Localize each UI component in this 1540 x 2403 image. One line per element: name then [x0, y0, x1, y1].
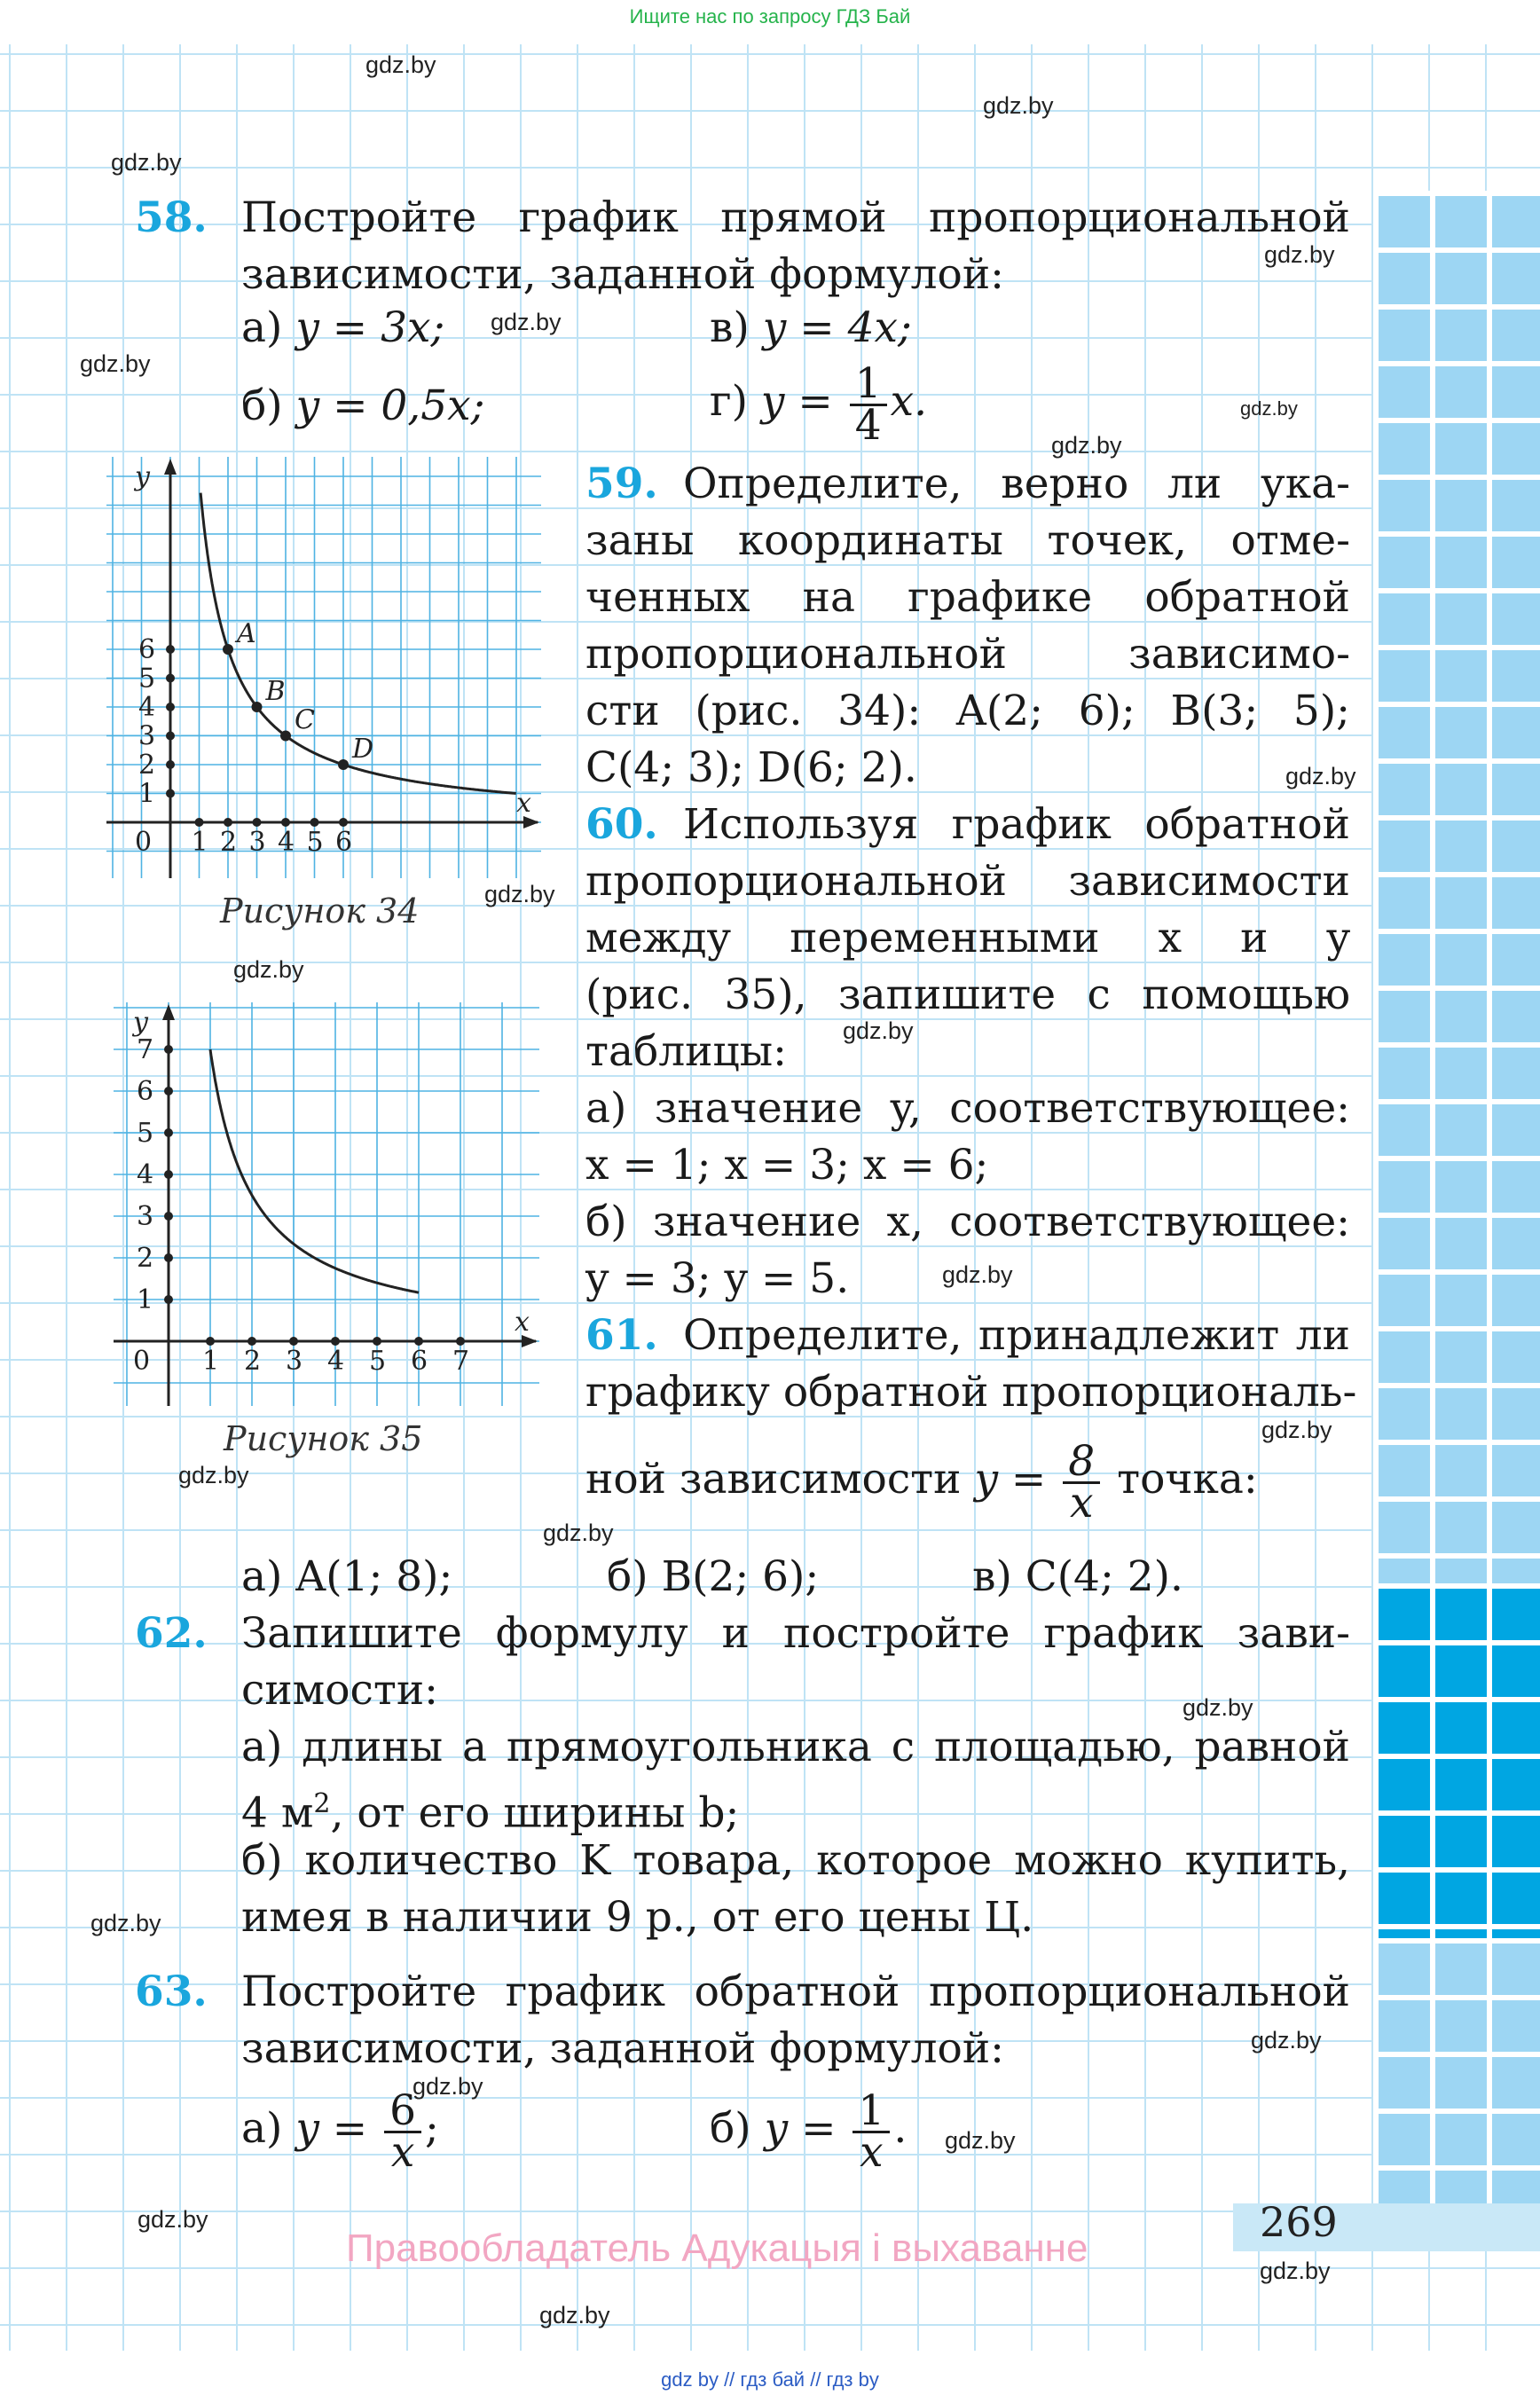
ex58-option-a: а) y = 3x;: [241, 303, 445, 352]
watermark: gdz.by: [491, 309, 562, 335]
y-axis-label: y: [135, 461, 150, 492]
point-label-b: B: [265, 676, 286, 707]
watermark: gdz.by: [80, 350, 151, 377]
watermark: gdz.by: [1182, 1694, 1253, 1721]
ex63-option-a: а) y = $\frac{6}{x}$ ;: [241, 2085, 439, 2177]
ex61-option-v: в) C(4; 2).: [972, 1552, 1183, 1601]
x-tick-label: 6: [335, 827, 353, 858]
ex61-option-a: а) A(1; 8);: [241, 1552, 453, 1601]
y-tick-dot: [164, 1087, 173, 1095]
ex61-option-b: б) B(2; 6);: [607, 1552, 820, 1601]
x-tick-dot: [248, 1337, 256, 1346]
y-axis-arrow: [162, 1004, 175, 1020]
ex60-line4: (рис. 35), запишите с помощью: [585, 970, 1350, 1019]
x-tick-label: 1: [202, 1346, 220, 1377]
y-axis-arrow: [164, 459, 177, 475]
y-tick-label: 7: [137, 1034, 154, 1065]
watermark: gdz.by: [365, 51, 436, 78]
watermark: gdz.by: [1051, 432, 1122, 459]
y-tick-dot: [166, 789, 175, 798]
ex59-line3: ченных на графике обратной: [585, 573, 1350, 622]
y-tick-dot: [164, 1170, 173, 1179]
point-d: [338, 759, 349, 770]
ex60-line3: между переменными x и y: [585, 914, 1350, 962]
x-tick-label: 5: [369, 1346, 387, 1377]
watermark: gdz.by: [90, 1910, 161, 1936]
watermark: gdz.by: [843, 1017, 914, 1044]
figure-34-caption: Рисунок 34: [220, 891, 420, 931]
origin-label: 0: [133, 1346, 151, 1377]
ex62-line5: б) количество K товара, которое можно купить,: [241, 1836, 1350, 1885]
ex61-line1: Определите, принадлежит ли: [683, 1311, 1350, 1360]
ex63-option-b: б) y = $\frac{1}{x}$ .: [710, 2085, 908, 2177]
copyright-footer: Правообладатель Адукацыя і выхаванне: [346, 2226, 1088, 2270]
x-tick-label: 3: [248, 827, 266, 858]
y-tick-dot: [164, 1212, 173, 1221]
y-axis-label: y: [133, 1007, 148, 1038]
point-label-d: D: [352, 734, 374, 765]
x-tick-dot: [289, 1337, 298, 1346]
ex60-line6: а) значение y, соответствующее:: [585, 1084, 1350, 1133]
x-tick-label: 5: [306, 827, 324, 858]
ex58-number: 58.: [135, 193, 208, 242]
y-tick-dot: [166, 703, 175, 711]
search-hint: Ищите нас по запросу ГДЗ Бай: [629, 5, 911, 27]
watermark: gdz.by: [1240, 397, 1298, 420]
x-tick-label: 7: [452, 1346, 470, 1377]
y-tick-dot: [166, 674, 175, 683]
x-tick-label: 4: [278, 827, 295, 858]
origin-label: 0: [135, 827, 153, 858]
decorative-stripe-light-bottom: [1373, 1938, 1540, 2204]
y-tick-label: 1: [137, 1284, 154, 1315]
watermark: gdz.by: [1285, 763, 1356, 789]
watermark: gdz.by: [945, 2127, 1016, 2154]
y-tick-dot: [164, 1295, 173, 1304]
watermark: gdz.by: [111, 149, 182, 176]
ex62-line4: 4 $м^2$, от его ширины b;: [241, 1788, 740, 1838]
ex63-line2: зависимости, заданной формулой:: [241, 2024, 1004, 2073]
x-tick-dot: [195, 818, 204, 827]
watermark: gdz.by: [983, 92, 1054, 119]
point-b: [252, 702, 263, 712]
ex59-line5: сти (рис. 34): A(2; 6); B(3; 5);: [585, 687, 1350, 735]
point-c: [280, 731, 291, 742]
ex60-line2: пропорциональной зависимости: [585, 857, 1350, 906]
bottom-links: gdz by // гдз бай // гдз by: [661, 2368, 879, 2391]
ex63-number: 63.: [135, 1967, 208, 2016]
watermark: gdz.by: [233, 956, 304, 983]
ex61-line2: графику обратной пропорциональ-: [585, 1368, 1357, 1417]
ex62-line2: симости:: [241, 1666, 438, 1715]
x-tick-label: 4: [327, 1346, 345, 1377]
y-tick-dot: [164, 1253, 173, 1262]
ex62-line3: а) длины a прямоугольника с площадью, равной: [241, 1723, 1350, 1771]
point-label-c: C: [295, 704, 315, 736]
x-tick-dot: [331, 1337, 340, 1346]
x-tick-dot: [456, 1337, 465, 1346]
y-tick-dot: [166, 760, 175, 769]
y-tick-label: 1: [138, 778, 156, 810]
ex60-line1: Используя график обратной: [683, 800, 1350, 849]
ex59-line1: Определите, верно ли ука-: [683, 459, 1350, 508]
x-tick-dot: [373, 1337, 381, 1346]
ex61-line3: ной зависимости y = $\frac{8}{x}$ точка:: [585, 1436, 1258, 1527]
y-tick-dot: [166, 732, 175, 741]
ex60-line9: y = 3; y = 5.: [585, 1254, 850, 1303]
ex60-line8: б) значение x, соответствующее:: [585, 1198, 1350, 1246]
ex58-option-b: б) y = 0,5x;: [241, 381, 485, 430]
y-tick-label: 6: [138, 634, 156, 665]
watermark: gdz.by: [1264, 241, 1335, 268]
x-tick-dot: [414, 1337, 423, 1346]
y-tick-label: 5: [137, 1118, 154, 1149]
watermark: gdz.by: [539, 2302, 610, 2328]
watermark: gdz.by: [1261, 1417, 1332, 1443]
ex58-option-g: г) y = $\frac{1}{4}$ x.: [710, 358, 928, 450]
y-tick-label: 4: [137, 1159, 154, 1190]
x-tick-dot: [206, 1337, 215, 1346]
top-banner: [0, 0, 1540, 44]
decorative-stripe-dark: [1373, 1583, 1540, 1938]
point-a: [223, 644, 233, 655]
ex61-number: 61.: [585, 1311, 658, 1360]
watermark: gdz.by: [178, 1462, 249, 1488]
watermark: gdz.by: [138, 2206, 208, 2233]
watermark: gdz.by: [484, 881, 555, 907]
figure-35-caption: Рисунок 35: [224, 1419, 423, 1458]
ex62-line1: Запишите формулу и постройте график зави-: [241, 1609, 1350, 1658]
ex59-line4: пропорциональной зависимо-: [585, 630, 1350, 679]
x-tick-dot: [339, 818, 348, 827]
y-tick-dot: [164, 1128, 173, 1137]
y-tick-label: 4: [138, 692, 156, 723]
watermark: gdz.by: [1260, 2258, 1331, 2284]
x-tick-label: 3: [286, 1346, 303, 1377]
x-tick-dot: [224, 818, 232, 827]
ex62-number: 62.: [135, 1609, 208, 1658]
ex60-number: 60.: [585, 800, 658, 849]
x-axis-label: x: [515, 1307, 530, 1338]
decorative-stripe-light: [1373, 191, 1540, 1583]
y-tick-dot: [166, 645, 175, 654]
y-tick-label: 5: [138, 663, 156, 695]
ex59-line6: C(4; 3); D(6; 2).: [585, 743, 917, 792]
watermark: gdz.by: [942, 1261, 1013, 1288]
y-tick-label: 6: [137, 1076, 154, 1107]
ex60-line5: таблицы:: [585, 1027, 787, 1076]
page-number: 269: [1260, 2198, 1338, 2246]
hyperbola-curve: [210, 1049, 419, 1292]
y-tick-label: 2: [137, 1243, 154, 1274]
x-tick-label: 2: [220, 827, 238, 858]
point-label-a: A: [237, 618, 256, 649]
ex58-option-v: в) y = 4x;: [710, 303, 912, 352]
bottom-banner: [0, 2351, 1540, 2403]
watermark: gdz.by: [1251, 2027, 1322, 2054]
ex63-line1: Постройте график обратной пропорциональной: [241, 1967, 1350, 2016]
ex62-line6: имея в наличии 9 р., от его цены Ц.: [241, 1893, 1034, 1942]
x-tick-dot: [310, 818, 319, 827]
figure-34-graph: [106, 457, 541, 878]
y-tick-label: 3: [138, 720, 156, 752]
y-tick-label: 3: [137, 1201, 154, 1232]
x-axis-label: x: [516, 788, 531, 819]
x-tick-dot: [281, 818, 290, 827]
watermark: gdz.by: [412, 2073, 483, 2100]
x-tick-label: 1: [191, 827, 208, 858]
x-tick-dot: [253, 818, 262, 827]
ex60-line7: x = 1; x = 3; x = 6;: [585, 1141, 989, 1190]
y-tick-dot: [164, 1045, 173, 1054]
ex59-number: 59.: [585, 459, 658, 508]
ex59-line2: заны координаты точек, отме-: [585, 516, 1350, 565]
ex58-line2: зависимости, заданной формулой:: [241, 250, 1004, 299]
x-tick-label: 6: [411, 1346, 428, 1377]
figure-35-graph: [114, 1002, 539, 1406]
y-tick-label: 2: [138, 750, 156, 781]
x-tick-label: 2: [244, 1346, 262, 1377]
watermark: gdz.by: [543, 1520, 614, 1546]
ex58-line1: Постройте график прямой пропорциональной: [241, 193, 1350, 242]
